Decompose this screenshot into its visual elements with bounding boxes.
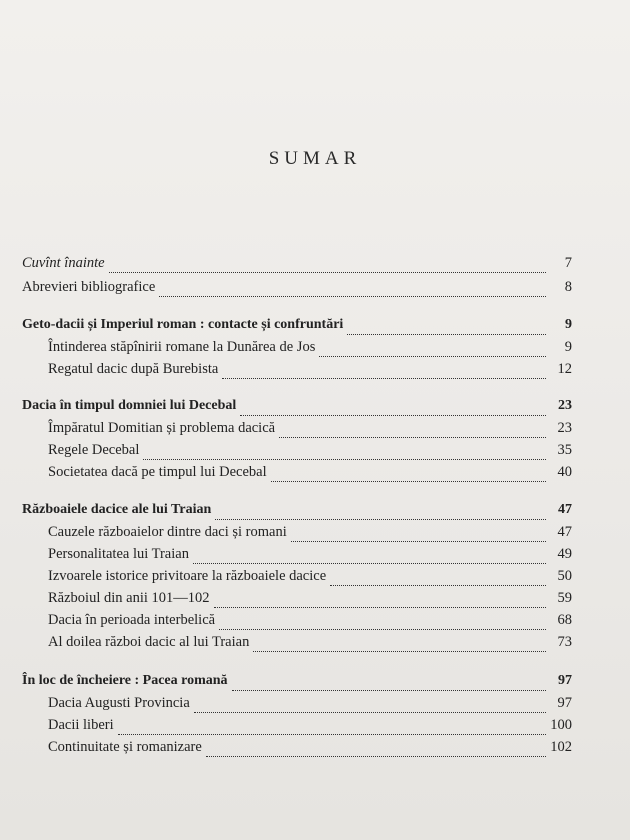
toc-entry-page: 8 [564, 279, 572, 295]
dot-leader [232, 689, 546, 691]
toc-entry-page: 68 [557, 612, 572, 628]
dot-leader [222, 377, 546, 379]
toc-entry-page: 47 [557, 524, 572, 540]
dot-leader [159, 295, 546, 297]
toc-entry-label: Cauzele războaielor dintre daci și romani [48, 524, 287, 540]
toc-entry-label: Regatul dacic după Burebista [48, 361, 219, 377]
toc-entry-label: Cuvînt înainte [22, 255, 105, 271]
toc-entry-label: Dacia în perioada interbelică [48, 612, 216, 628]
toc-entry[interactable] [48, 568, 572, 590]
toc-entry-page: 40 [557, 464, 572, 480]
dot-leader [253, 650, 546, 652]
toc-entry-label: Regele Decebal [48, 442, 140, 458]
toc-entry-label: Personalitatea lui Traian [48, 546, 189, 562]
toc-entry-page: 50 [557, 568, 572, 584]
toc-entry-label: Întinderea stăpînirii romane la Dunărea de Jos [48, 339, 316, 355]
toc-section-label: Geto-dacii și Imperiul roman : contacte și confruntări [22, 317, 344, 332]
toc-entry-label: Dacia Augusti Provincia [48, 695, 190, 711]
dot-leader [330, 584, 546, 586]
toc-entry[interactable] [48, 546, 572, 568]
toc-entry-page: 23 [557, 420, 572, 436]
toc-section-4[interactable] [22, 673, 572, 695]
toc-entry-label: Împăratul Domitian și problema dacică [48, 420, 276, 436]
dot-leader [240, 414, 546, 416]
dot-leader [118, 733, 546, 735]
toc-entry[interactable] [48, 420, 572, 442]
toc-entry-page: 12 [557, 361, 572, 377]
toc-entry-page: 59 [557, 590, 572, 606]
dot-leader [109, 271, 546, 273]
toc-section-page: 23 [558, 398, 572, 413]
toc-entry-page: 100 [550, 717, 572, 733]
toc-entry[interactable] [48, 590, 572, 612]
toc-entry-page: 97 [557, 695, 572, 711]
toc-section-page: 97 [558, 673, 572, 688]
toc-entry[interactable] [48, 464, 572, 486]
toc-entry[interactable] [48, 739, 572, 761]
toc-entry-page: 73 [557, 634, 572, 650]
toc-section-3[interactable] [22, 502, 572, 524]
toc-entry-label: Războiul din anii 101—102 [48, 590, 210, 606]
toc-section-label: În loc de încheiere : Pacea romană [22, 673, 228, 688]
toc-entry-page: 35 [557, 442, 572, 458]
toc-section-2[interactable] [22, 398, 572, 420]
toc-entry-foreword[interactable] [22, 255, 572, 277]
toc-entry-label: Izvoarele istorice privitoare la războaiele dacice [48, 568, 327, 584]
page-title: SUMAR [268, 148, 362, 169]
dot-leader [347, 333, 546, 335]
dot-leader [319, 355, 546, 357]
toc-entry[interactable] [48, 361, 572, 383]
toc-section-1[interactable] [22, 317, 572, 339]
toc-section-page: 9 [565, 317, 572, 332]
toc-entry[interactable] [48, 339, 572, 361]
dot-leader [214, 606, 547, 608]
dot-leader [219, 628, 546, 630]
toc-entry-abbreviations[interactable] [22, 279, 572, 301]
toc-entry-page: 7 [564, 255, 572, 271]
toc-entry-label: Al doilea război dacic al lui Traian [48, 634, 250, 650]
toc-entry-label: Societatea dacă pe timpul lui Decebal [48, 464, 267, 480]
toc-entry-label: Dacii liberi [48, 717, 114, 733]
toc-section-page: 47 [558, 502, 572, 517]
dot-leader [194, 711, 546, 713]
toc-entry[interactable] [48, 695, 572, 717]
dot-leader [271, 480, 546, 482]
dot-leader [206, 755, 546, 757]
toc-entry[interactable] [48, 442, 572, 464]
toc-section-label: Dacia în timpul domniei lui Decebal [22, 398, 237, 413]
dot-leader [279, 436, 546, 438]
dot-leader [143, 458, 546, 460]
toc-entry-label: Continuitate și romanizare [48, 739, 202, 755]
toc-entry-page: 102 [550, 739, 572, 755]
toc-entry[interactable] [48, 524, 572, 546]
toc-entry-page: 9 [564, 339, 572, 355]
dot-leader [193, 562, 546, 564]
toc-entry[interactable] [48, 612, 572, 634]
dot-leader [291, 540, 546, 542]
toc-entry[interactable] [48, 634, 572, 656]
toc-entry[interactable] [48, 717, 572, 739]
dot-leader [215, 518, 546, 520]
toc-section-label: Războaiele dacice ale lui Traian [22, 502, 212, 517]
toc-entry-label: Abrevieri bibliografice [22, 279, 156, 295]
toc-entry-page: 49 [557, 546, 572, 562]
